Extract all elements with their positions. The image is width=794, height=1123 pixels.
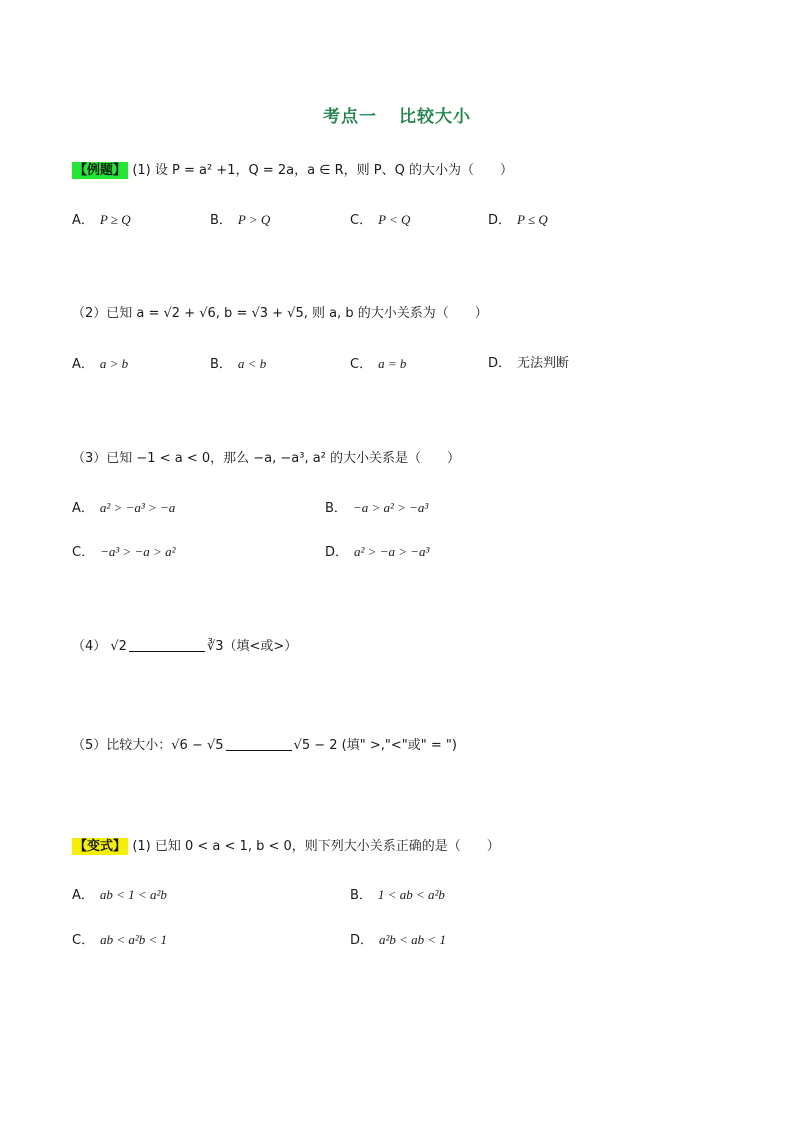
question-1 [72,160,513,181]
page-title [0,102,794,127]
q2-option-d: D． 无法判断 [488,356,570,371]
question-3 [72,448,460,469]
question-5: （5）比较大小：√6 − √5 √5 − 2 (填" >,"<"或" = ") [72,738,457,753]
variant-1-text: (1) 已知 0 < a < 1, b < 0，则下列大小关系正确的是（ ） [132,839,500,854]
variant-1 [72,836,500,857]
q2-option-b: B． a < b [210,356,267,372]
title-part2: 比较大小 [399,107,471,127]
v1-option-b: B． 1 < ab < a²b [350,887,445,903]
q3-option-a: A． a² > −a³ > −a [72,500,176,516]
answer-blank-4[interactable] [129,637,205,652]
q1-option-b: B． P > Q [210,212,271,228]
question-3-text: （3）已知 −1 < a < 0，那么 −a, −a³, a² 的大小关系是（ ） [72,451,461,466]
example-tag: 【例题】 [74,163,127,178]
question-4: （4） √2 ∛3（填<或>） [72,639,298,654]
question-2-text: （2）已知 a = √2 + √6, b = √3 + √5, 则 a, b 的大小关系为（ ） [72,306,488,321]
q1-option-a: A． P ≥ Q [72,212,131,228]
q3-option-d: D． a² > −a > −a³ [325,544,430,560]
title-part1: 考点一 [323,107,377,127]
q2-option-a: A． a > b [72,356,129,372]
q1-option-d: D． P ≤ Q [488,212,548,228]
variant-tag: 【变式】 [74,839,127,854]
v1-option-a: A． ab < 1 < a²b [72,887,167,903]
v1-option-d: D． a²b < ab < 1 [350,932,446,948]
v1-option-c: C． ab < a²b < 1 [72,932,168,948]
q1-option-c: C． P < Q [350,212,411,228]
question-2 [72,303,488,324]
q3-option-b: B． −a > a² > −a³ [325,500,429,516]
q2-option-c: C． a = b [350,356,407,372]
question-1-text: (1) 设 P = a² +1，Q = 2a，a ∈ R，则 P、Q 的大小为（ ） [132,163,514,178]
q3-option-c: C． −a³ > −a > a² [72,544,176,560]
answer-blank-5[interactable] [226,736,292,751]
